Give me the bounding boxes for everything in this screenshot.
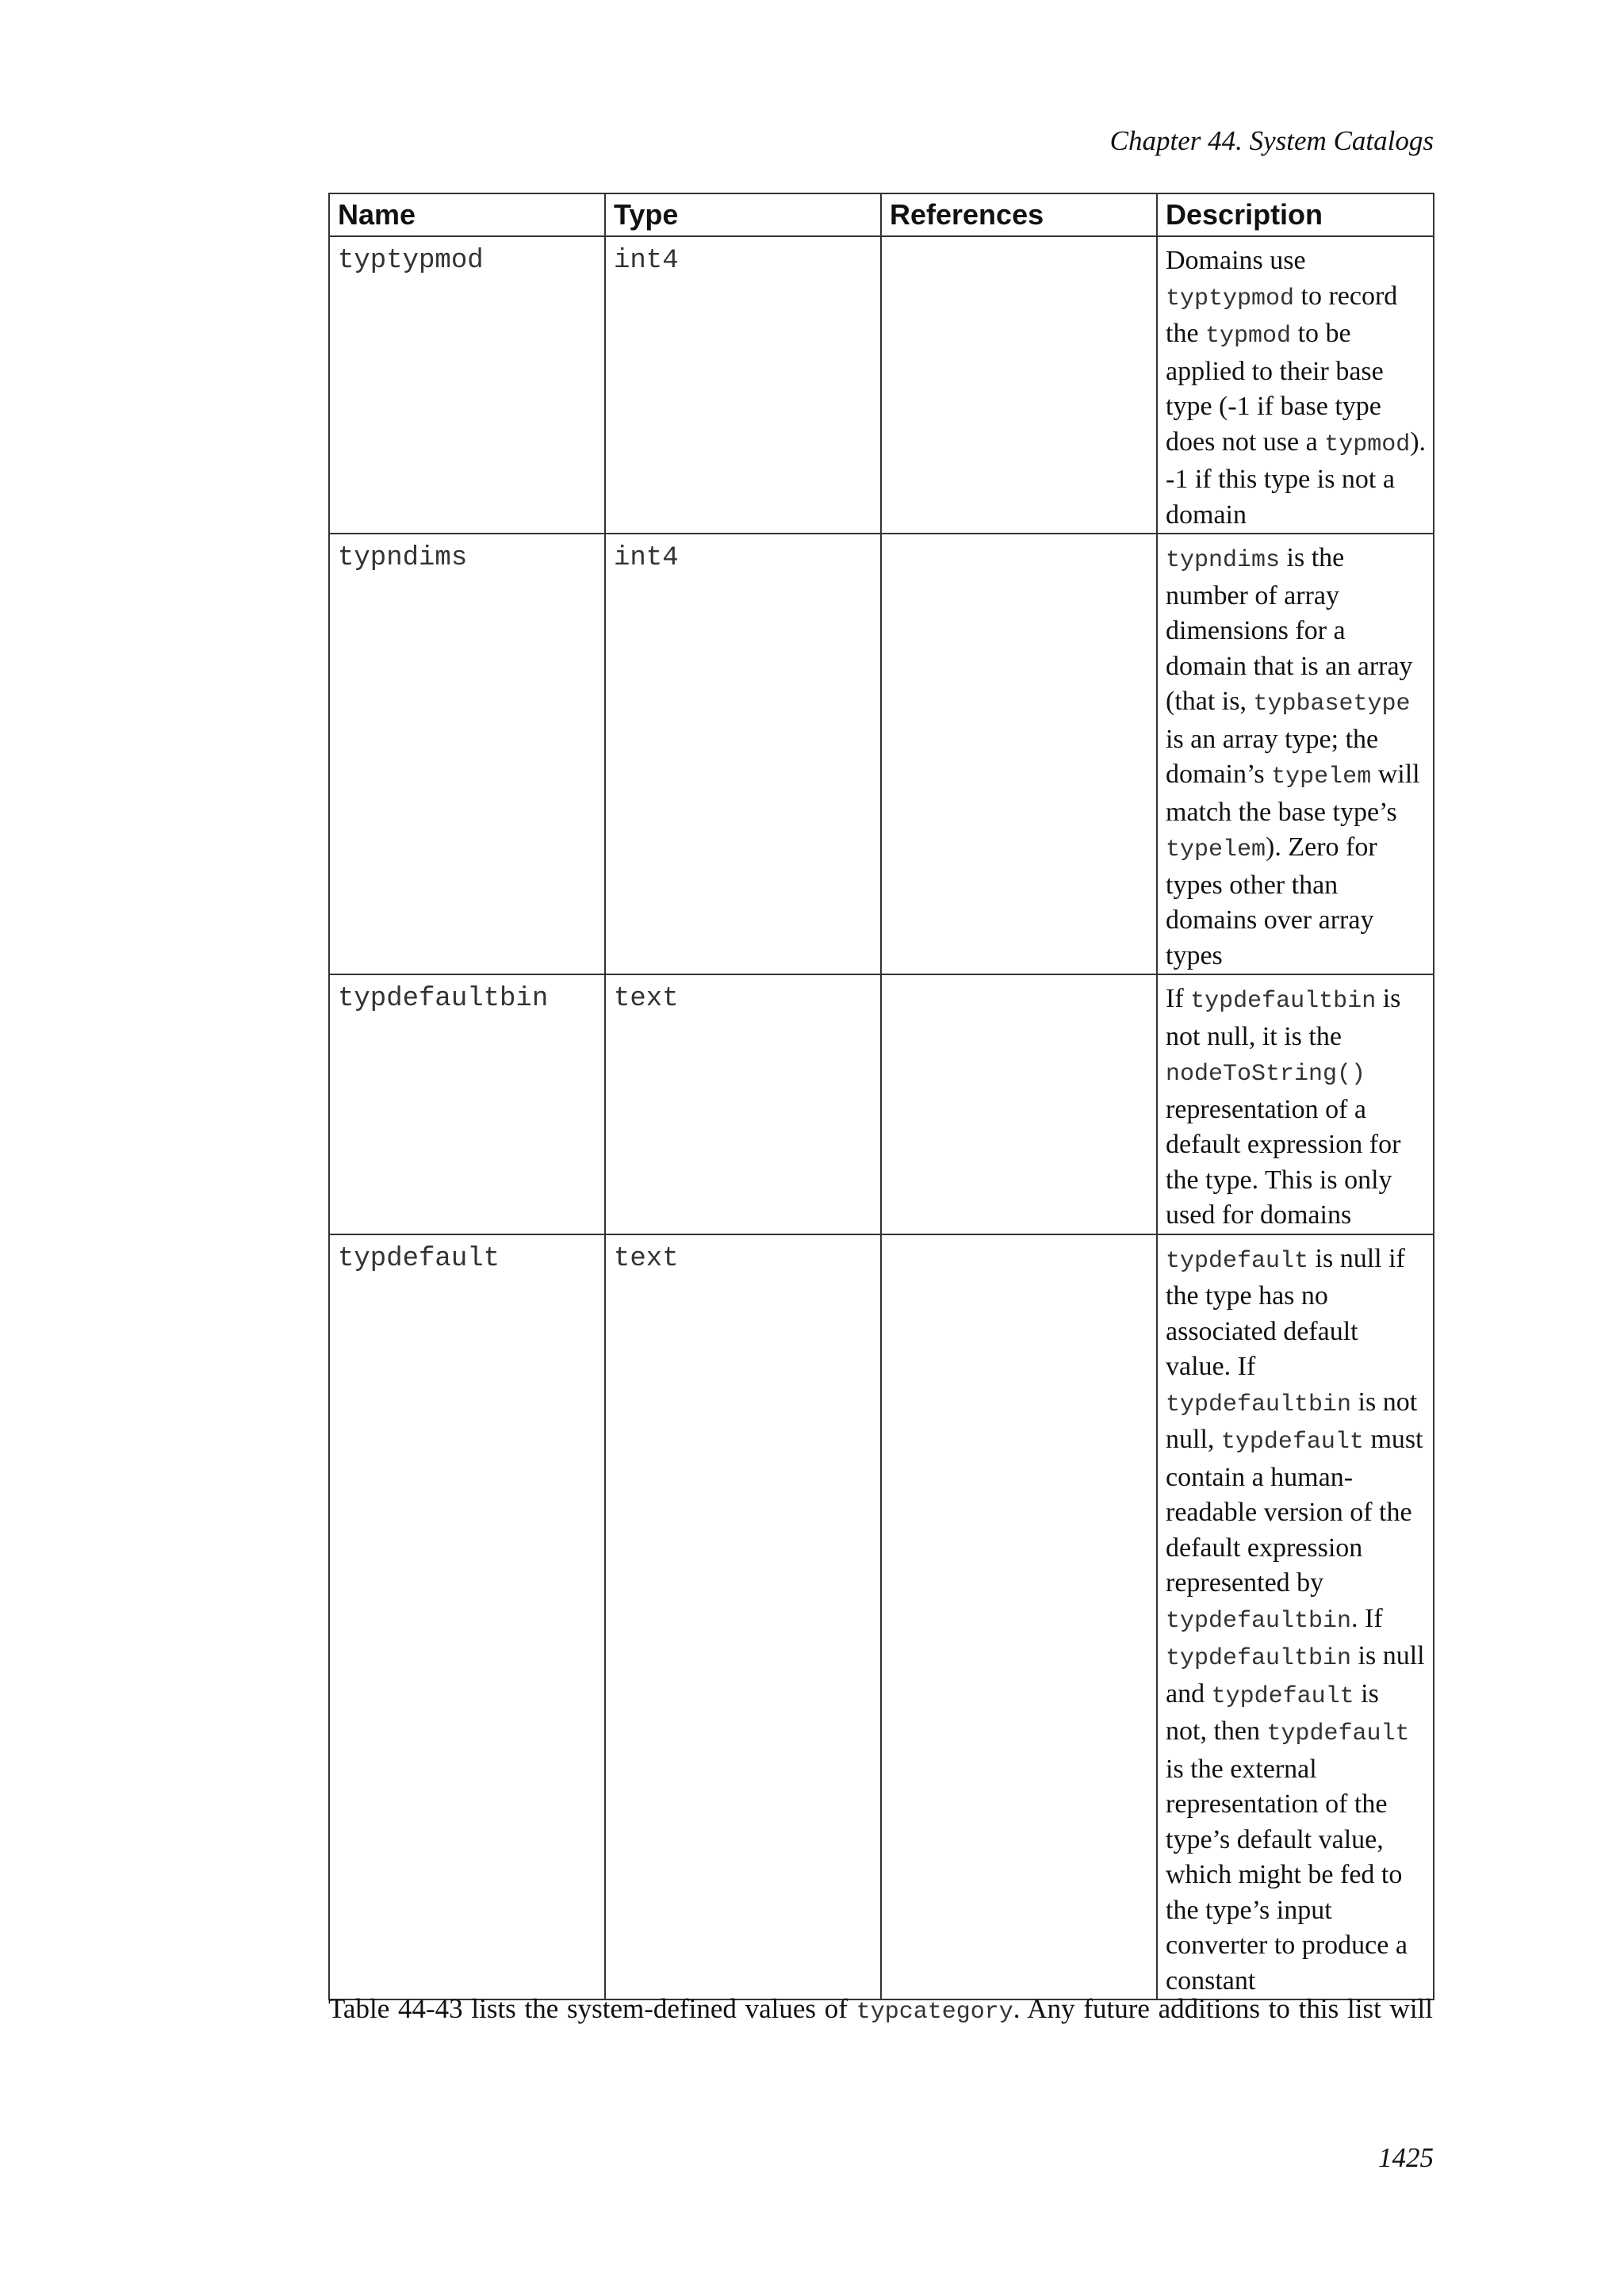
inline-code: typdefault xyxy=(1166,1247,1309,1275)
name-cell: typdefaultbin xyxy=(329,974,605,1234)
references-cell xyxy=(881,534,1157,974)
inline-code: typdefault xyxy=(1266,1720,1410,1747)
text-run: is null and xyxy=(1166,1641,1425,1709)
text-run: representation of a default expression for the type. This is only used for domains xyxy=(1166,1094,1401,1230)
column-header-description: Description xyxy=(1157,193,1434,236)
description-cell xyxy=(1157,974,1434,1234)
table-header-row xyxy=(329,193,1434,236)
type-cell: int4 xyxy=(605,236,881,534)
text-run: must contain a human-readable version of the default expression represented by xyxy=(1166,1425,1423,1598)
description-text xyxy=(1166,243,1427,533)
references-cell xyxy=(881,1234,1157,2000)
table-row xyxy=(329,236,1434,534)
text-run: is null if the type has no associated default value. If xyxy=(1166,1243,1405,1381)
text-run: is not, then xyxy=(1166,1678,1379,1746)
inline-code: typcategory xyxy=(856,1999,1013,2026)
running-header: Chapter 44. System Catalogs xyxy=(1109,125,1434,156)
text-run: ). -1 if this type is not a domain xyxy=(1166,427,1427,530)
catalog-columns-table xyxy=(328,193,1434,2000)
text-run: is the number of array dimensions for a domain that is an array (that is, xyxy=(1166,543,1413,716)
text-run: will match the base type’s xyxy=(1166,760,1420,827)
text-run: If xyxy=(1166,984,1191,1013)
name-cell: typdefault xyxy=(329,1234,605,2000)
column-header-name: Name xyxy=(329,193,605,236)
inline-code: typdefault xyxy=(1220,1429,1364,1456)
description-text xyxy=(1166,1242,1427,1999)
description-text xyxy=(1166,982,1427,1234)
description-text xyxy=(1166,541,1427,974)
inline-code: typelem xyxy=(1166,836,1266,863)
inline-code: typelem xyxy=(1271,763,1372,790)
references-cell xyxy=(881,974,1157,1234)
type-cell: text xyxy=(605,1234,881,2000)
text-run: to record the xyxy=(1166,281,1398,348)
text-run: is not null, xyxy=(1166,1387,1418,1454)
inline-code: typdefaultbin xyxy=(1166,1645,1352,1672)
text-run: is not null, it is the xyxy=(1166,984,1401,1051)
inline-code: typndims xyxy=(1166,547,1281,574)
table-row xyxy=(329,534,1434,974)
text-run: Domains use xyxy=(1166,246,1306,275)
inline-code: typdefaultbin xyxy=(1166,1391,1352,1418)
body-paragraph xyxy=(328,1993,1433,2026)
column-header-references: References xyxy=(881,193,1157,236)
table-row xyxy=(329,974,1434,1234)
text-run: . Any future additions to this list will xyxy=(1013,1993,1433,2024)
text-run: Table 44-43 lists the system-defined values of xyxy=(328,1993,856,2024)
column-header-type: Type xyxy=(605,193,881,236)
text-run: ). Zero for types other than domains over array types xyxy=(1166,832,1377,970)
text-run: is the external representation of the type’s default value, which might be fed to the type’s input converter to produce a constant xyxy=(1166,1754,1408,1996)
text-run: is an array type; the domain’s xyxy=(1166,724,1379,789)
description-cell xyxy=(1157,236,1434,534)
references-cell xyxy=(881,236,1157,534)
inline-code: typmod xyxy=(1324,430,1411,458)
inline-code: typmod xyxy=(1205,323,1292,350)
text-run: . If xyxy=(1351,1603,1383,1633)
description-cell xyxy=(1157,1234,1434,2000)
name-cell: typtypmod xyxy=(329,236,605,534)
table-row xyxy=(329,1234,1434,2000)
text-run: to be applied to their base type (-1 if base type does not use a xyxy=(1166,319,1384,457)
inline-code: typdefaultbin xyxy=(1190,988,1377,1015)
inline-code: typbasetype xyxy=(1253,691,1411,718)
inline-code: typdefault xyxy=(1211,1682,1354,1710)
type-cell: text xyxy=(605,974,881,1234)
name-cell: typndims xyxy=(329,534,605,974)
page-number: 1425 xyxy=(1378,2142,1434,2173)
inline-code: typtypmod xyxy=(1166,285,1295,312)
type-cell: int4 xyxy=(605,534,881,974)
inline-code: typdefaultbin xyxy=(1166,1607,1352,1635)
inline-code: nodeToString() xyxy=(1166,1061,1366,1088)
description-cell xyxy=(1157,534,1434,974)
